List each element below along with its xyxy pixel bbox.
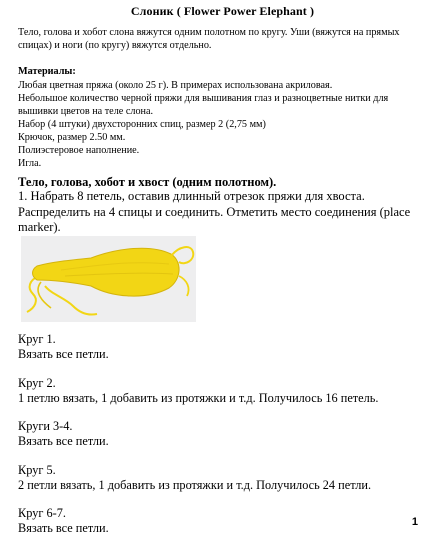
section-heading: Тело, голова, хобот и хвост (одним полотном). (18, 175, 277, 189)
materials-item: Любая цветная пряжа (около 25 г). В примерах использована акриловая. (18, 80, 333, 91)
materials-item: Крючок, размер 2.50 мм. (18, 132, 126, 143)
section-line: Распределить на 4 спицы и соединить. Отметить место соединения (place (18, 204, 411, 219)
materials-list (18, 79, 430, 170)
materials-item: Небольшое количество черной пряжи для вышивания глаз и разноцветные нитки для (18, 93, 389, 104)
section-body (18, 189, 430, 236)
round-text: Вязать все петли. (18, 434, 109, 448)
round-label: Круг 1. (18, 332, 56, 346)
page-number: 1 (411, 516, 418, 528)
materials-item: вышивки цветов на теле слона. (18, 106, 154, 117)
knitted-tube-photo (21, 236, 196, 322)
round-item (18, 506, 430, 536)
intro-paragraph: Тело, голова и хобот слона вяжутся одним полотном по кругу. Уши (вяжутся на прямых спицах) и ноги (по кругу) вяжутся отдельно. (18, 27, 400, 51)
round-label: Круг 5. (18, 462, 56, 477)
round-text: Вязать все петли. (18, 521, 109, 535)
round-text: 1 петлю вязать, 1 добавить из протяжки и т.д. Получилось 16 петель. (18, 390, 379, 405)
materials-heading: Материалы: (18, 66, 76, 77)
round-item (18, 376, 430, 406)
round-label: Круг 6-7. (18, 506, 66, 520)
materials-item: Набор (4 штуки) двухсторонних спиц, размер 2 (2,75 мм) (18, 119, 266, 130)
round-label: Круг 2. (18, 375, 56, 390)
page-title: Слоник ( Flower Power Elephant ) (130, 4, 315, 18)
materials-item: Полиэстеровое наполнение. (18, 145, 140, 156)
round-label: Круги 3-4. (18, 419, 73, 433)
section-line: 1. Набрать 8 петель, оставив длинный отрезок пряжи для хвоста. (18, 189, 365, 203)
round-text: 2 петли вязать, 1 добавить из протяжки и т.д. Получилось 24 петли. (18, 477, 372, 492)
rounds-list (18, 332, 430, 550)
materials-item: Игла. (18, 158, 42, 169)
round-item (18, 463, 430, 493)
section-line: marker). (18, 220, 61, 234)
round-item (18, 419, 430, 449)
round-text: Вязать все петли. (18, 347, 109, 361)
round-item (18, 332, 430, 362)
